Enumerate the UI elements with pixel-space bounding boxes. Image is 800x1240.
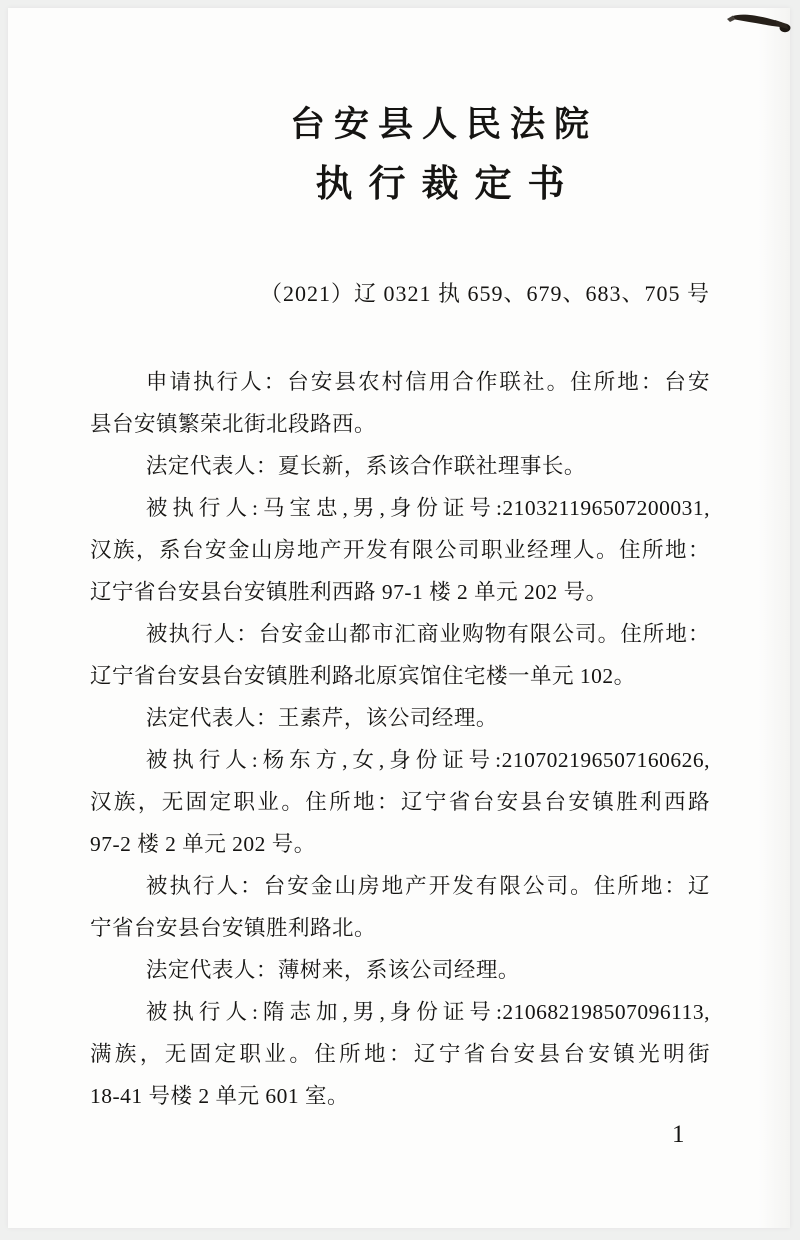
text-line: 被执行人:马宝忠,男,身份证号:210321196507200031, — [145, 496, 710, 520]
text-line: 汉族，系台安金山房地产开发有限公司职业经理人。住所地： — [90, 538, 710, 562]
paragraph — [90, 613, 710, 697]
text-line: 满族，无固定职业。住所地：辽宁省台安县台安镇光明街 — [90, 1042, 710, 1066]
text-line: 被执行人：台安金山都市汇商业购物有限公司。住所地： — [145, 622, 710, 646]
text-line: 法定代表人：夏长新，系该合作联社理事长。 — [145, 454, 586, 478]
text-line: 申请执行人：台安县农村信用合作联社。住所地：台安 — [145, 370, 710, 394]
text-line: 97-2 楼 2 单元 202 号。 — [90, 832, 316, 856]
document-title: 执行裁定书 — [315, 164, 581, 205]
text-line: 被执行人:杨东方,女,身份证号:210702196507160626, — [145, 748, 710, 772]
paragraph — [90, 445, 710, 487]
text-line: 辽宁省台安县台安镇胜利路北原宾馆住宅楼一单元 102。 — [90, 664, 636, 688]
paragraph — [90, 739, 710, 865]
paragraph — [90, 697, 710, 739]
document-page — [8, 8, 790, 1228]
text-line: 被执行人：台安金山房地产开发有限公司。住所地：辽 — [145, 874, 710, 898]
text-line: 汉族，无固定职业。住所地：辽宁省台安县台安镇胜利西路 — [90, 790, 710, 814]
case-number: （2021）辽 0321 执 659、679、683、705 号 — [259, 281, 710, 306]
text-line: 法定代表人：王素芹，该公司经理。 — [145, 706, 498, 730]
text-line: 县台安镇繁荣北街北段路西。 — [90, 412, 377, 436]
text-line: 被执行人:隋志加,男,身份证号:210682198507096113, — [145, 1000, 710, 1024]
staple-mark-icon — [725, 8, 795, 36]
text-line: 辽宁省台安县台安镇胜利西路 97-1 楼 2 单元 202 号。 — [90, 580, 608, 604]
text-line: 宁省台安县台安镇胜利路北。 — [90, 916, 377, 940]
document-content — [90, 8, 710, 1228]
document-body — [90, 361, 710, 1117]
text-line: 法定代表人：薄树来，系该公司经理。 — [145, 958, 520, 982]
paragraph — [90, 949, 710, 991]
court-name: 台安县人民法院 — [289, 105, 598, 144]
page-number: 1 — [672, 1121, 685, 1148]
paragraph — [90, 865, 710, 949]
paragraph — [90, 361, 710, 445]
text-line: 18-41 号楼 2 单元 601 室。 — [90, 1084, 350, 1108]
paragraph — [90, 487, 710, 613]
paragraph — [90, 991, 710, 1117]
